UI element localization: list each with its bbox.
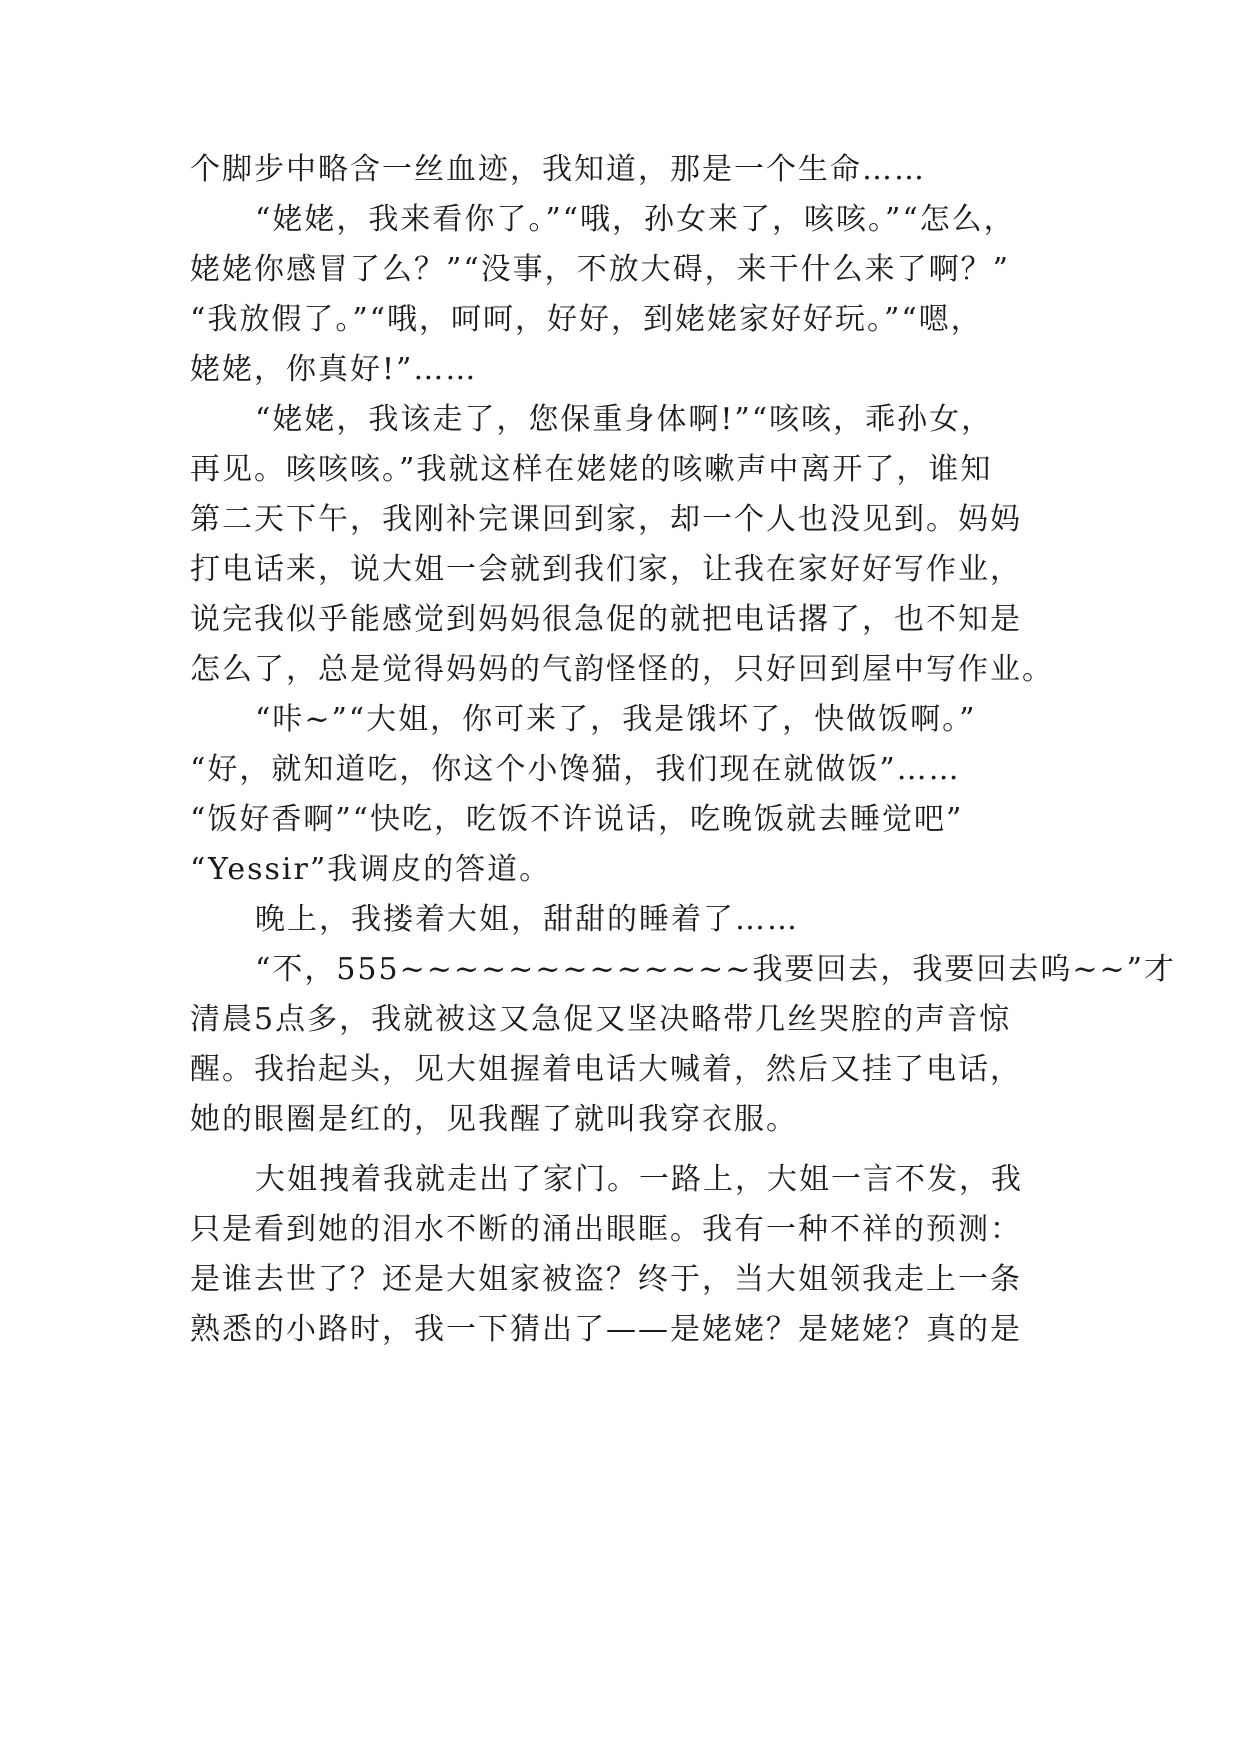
text-line: 只是看到她的泪水不断的涌出眼眶。我有一种不祥的预测：	[190, 1212, 1022, 1247]
text-line: 姥姥，你真好!”……	[190, 352, 478, 387]
text-line: “咔~”“大姐，你可来了，我是饿坏了，快做饭啊。”	[255, 702, 977, 737]
text-line: 醒。我抬起头，见大姐握着电话大喊着，然后又挂了电话，	[190, 1052, 1022, 1087]
text-line: “Yessir”我调皮的答道。	[190, 852, 552, 887]
text-line: 第二天下午，我刚补完课回到家，却一个人也没见到。妈妈	[190, 502, 1022, 537]
text-line: 她的眼圈是红的，见我醒了就叫我穿衣服。	[190, 1102, 798, 1137]
text-line: “姥姥，我来看你了。”“哦，孙女来了，咳咳。”“怎么，	[255, 202, 1016, 237]
text-line: “不，555~~~~~~~~~~~~~我要回去，我要回去呜~~”才	[255, 952, 1176, 987]
text-line: 是谁去世了？还是大姐家被盗？终于，当大姐领我走上一条	[190, 1262, 1022, 1297]
text-line: 晚上，我搂着大姐，甜甜的睡着了……	[255, 902, 799, 937]
text-line: 怎么了，总是觉得妈妈的气韵怪怪的，只好回到屋中写作业。	[190, 652, 1054, 687]
text-line: 个脚步中略含一丝血迹，我知道，那是一个生命……	[190, 152, 926, 187]
text-line: “饭好香啊”“快吃，吃饭不许说话，吃晚饭就去睡觉吧”	[190, 802, 964, 837]
text-line: 打电话来，说大姐一会就到我们家，让我在家好好写作业，	[190, 552, 1022, 587]
text-line: 说完我似乎能感觉到妈妈很急促的就把电话撂了，也不知是	[190, 602, 1022, 637]
text-line: “姥姥，我该走了，您保重身体啊!”“咳咳，乖孙女，	[255, 402, 994, 437]
text-line: 熟悉的小路时，我一下猜出了——是姥姥？是姥姥？真的是	[190, 1312, 1022, 1347]
text-line: 再见。咳咳咳。”我就这样在姥姥的咳嗽声中离开了，谁知	[190, 452, 993, 487]
text-line: “好，就知道吃，你这个小馋猫，我们现在就做饭”……	[190, 752, 961, 787]
text-line: “我放假了。”“哦，呵呵，好好，到姥姥家好好玩。”“嗯，	[190, 302, 983, 337]
text-line: 姥姥你感冒了么？”“没事，不放大碍，来干什么来了啊？”	[190, 252, 1011, 287]
text-line: 清晨5点多，我就被这又急促又坚决略带几丝哭腔的声音惊	[190, 1002, 1012, 1037]
text-line: 大姐拽着我就走出了家门。一路上，大姐一言不发，我	[255, 1162, 1023, 1197]
